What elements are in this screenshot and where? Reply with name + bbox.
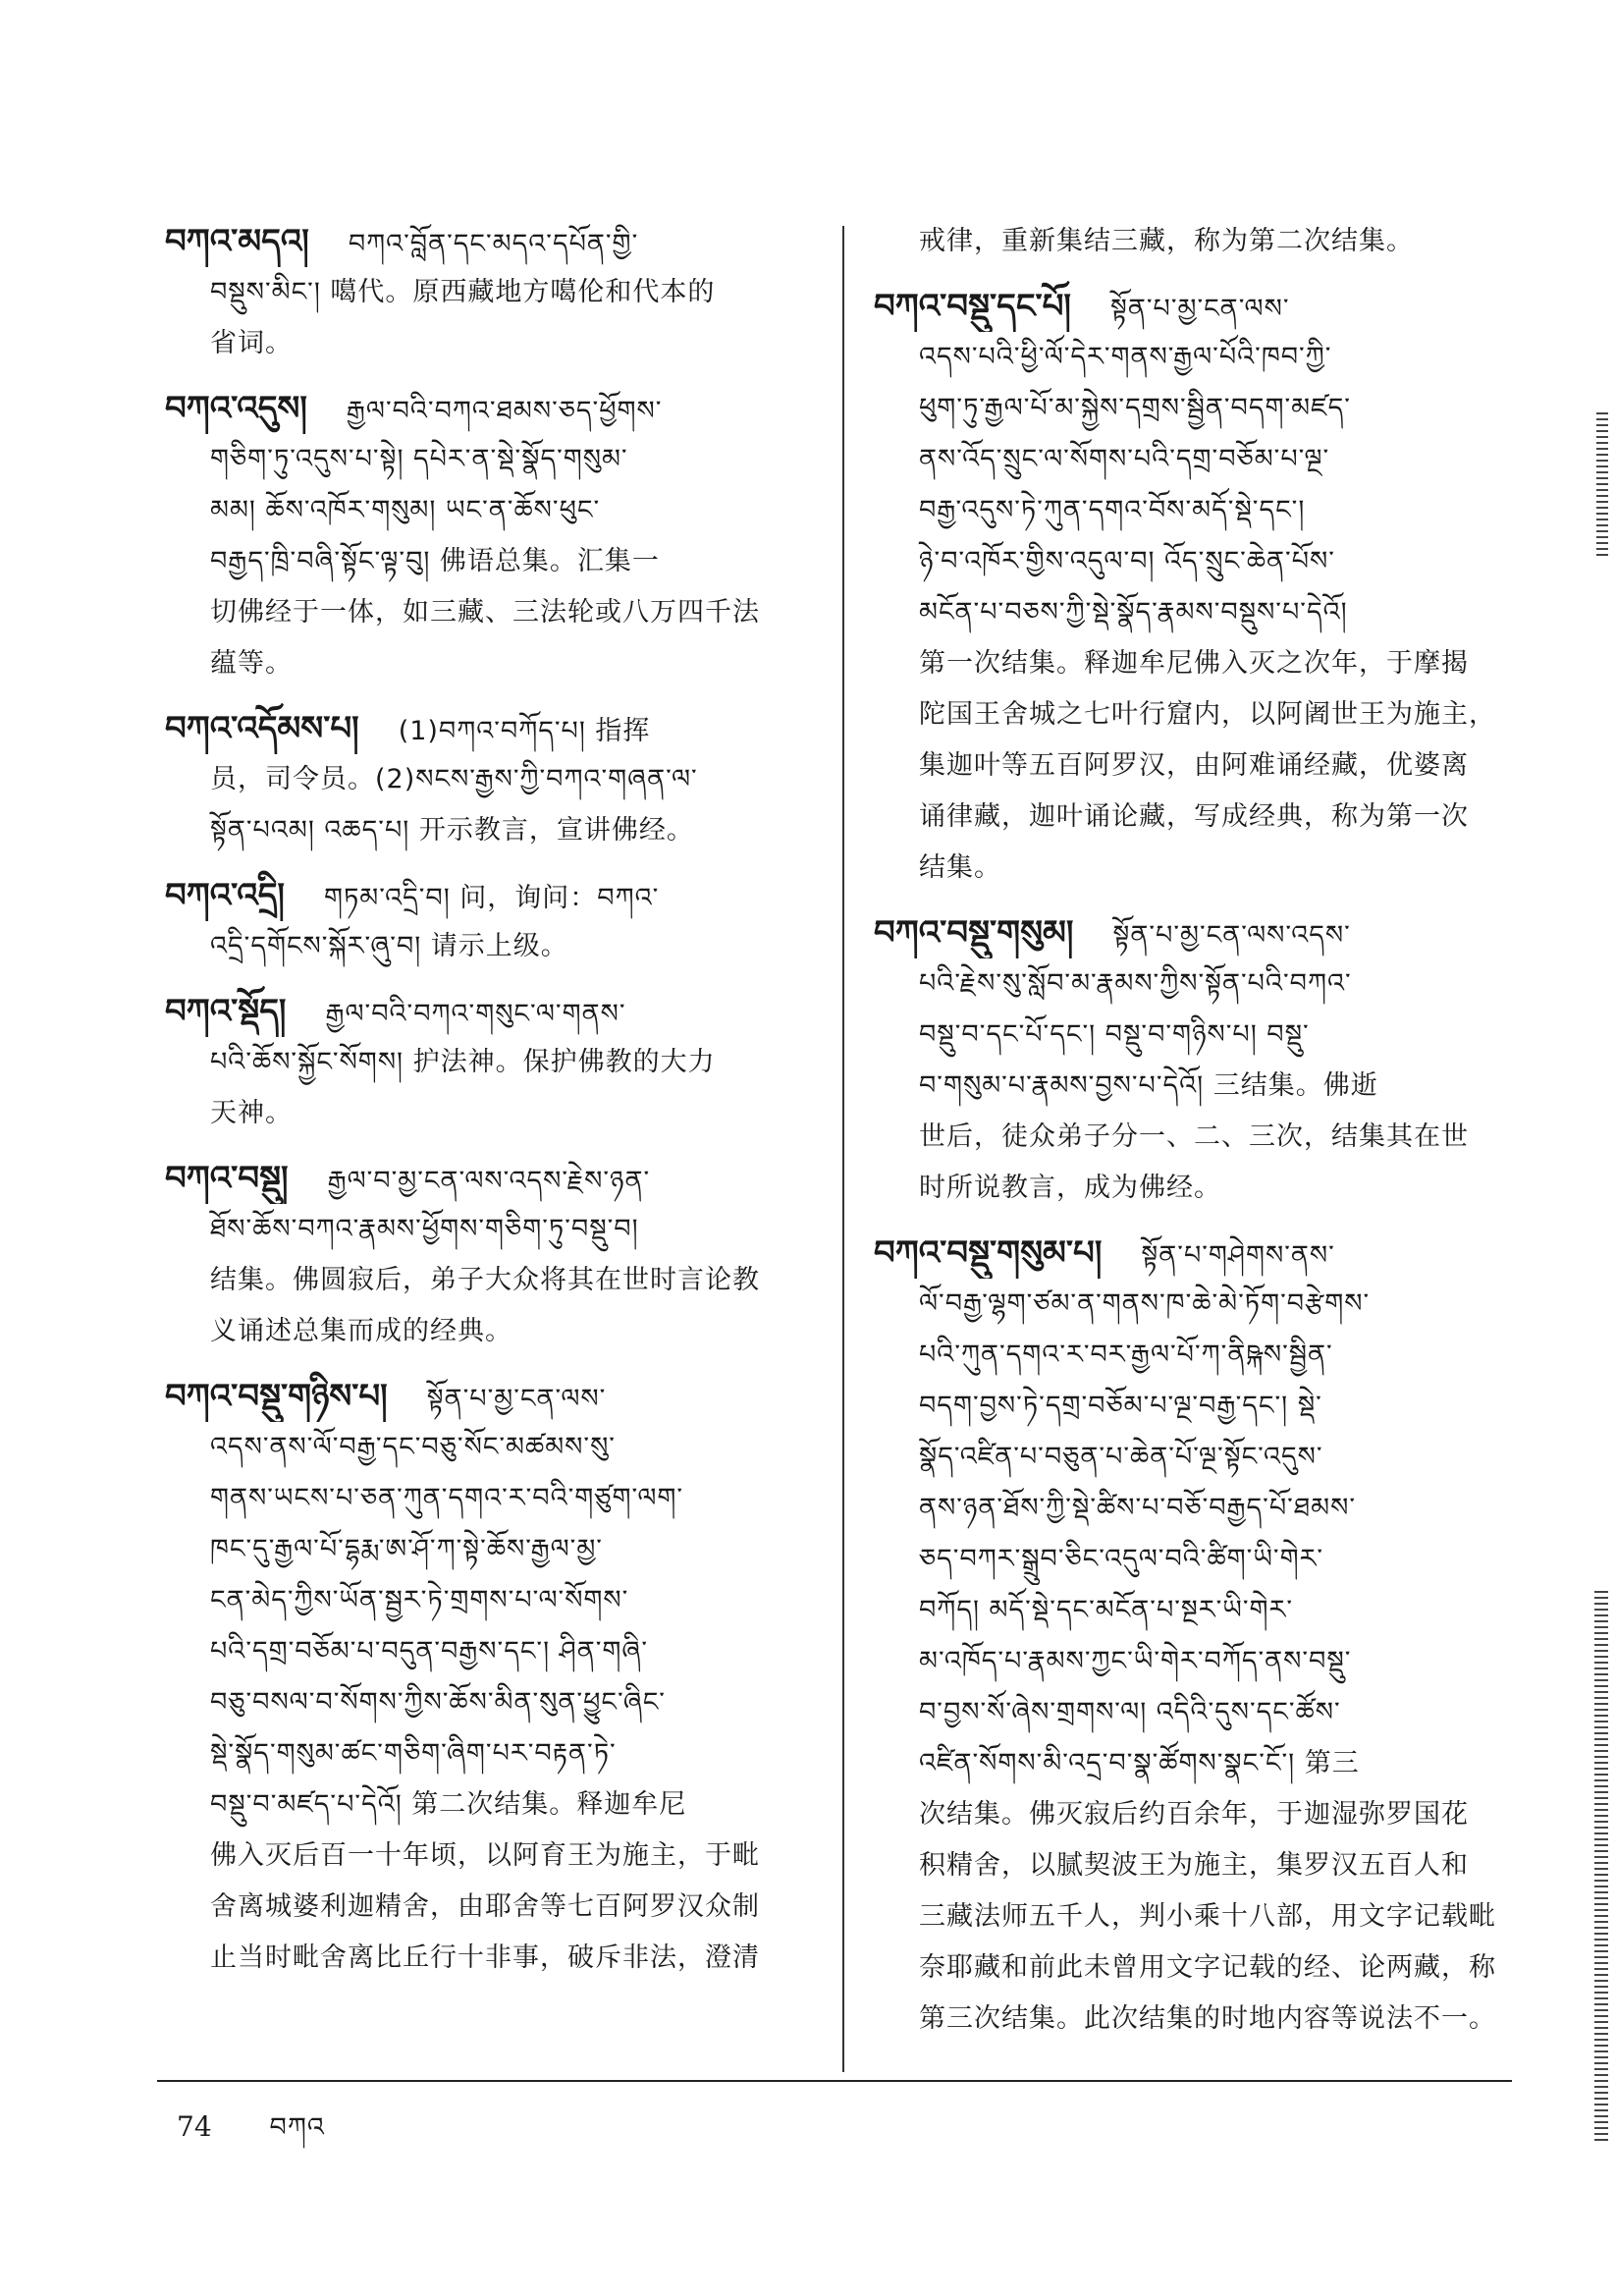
entry-text: འཛིན་སོགས་མི་འདྲ་བ་སྣ་ཚོགས་སྣང་ངོ་། 第三 (919, 1748, 1360, 1778)
entry-text: ཅད་བཀར་སྒྲུབ་ཅིང་འདུལ་བའི་ཚིག་ཡི་གེར་ (919, 1544, 1324, 1574)
entry-line (165, 1037, 813, 1088)
entry-line (874, 740, 1502, 792)
entry-line (165, 536, 813, 587)
dictionary-entry (165, 383, 813, 689)
entry-text: 奈耶藏和前此未曾用文字记载的经、论两藏，称 (919, 1952, 1496, 1983)
entry-text: བ་བྱས་སོ་ཞེས་གྲགས་ལ། འདིའི་དུས་དང་ཚོས་ (919, 1697, 1341, 1727)
entry-line (874, 1010, 1502, 1061)
entry-line (165, 1524, 813, 1575)
entry-line (165, 703, 813, 754)
entry-text: 天神。 (210, 1098, 293, 1128)
entry-text: ཐོས་ཆོས་བཀའ་རྣམས་ཕྱོགས་གཅིག་ཏུ་བསྡུ་བ། (210, 1214, 639, 1244)
entry-text: 戒律，重新集结三藏，称为第二次结集。 (919, 226, 1414, 256)
entry-text: 世后，徒众弟子分一、二、三次，结集其在世 (919, 1121, 1469, 1152)
entry-line (874, 1636, 1502, 1687)
entry-text: སྟོན་པ་མྱ་ངན་ལས་ (1109, 294, 1290, 324)
entry-text: བཅུ་བསལ་བ་སོགས་ཀྱིས་ཆོས་མིན་སུན་ཕྱུང་ཞིང་ (210, 1687, 666, 1718)
entry-line (165, 383, 813, 434)
entry-text: རྒྱལ་བའི་བཀའ་གསུང་ལ་གནས་ (325, 999, 626, 1029)
entry-text: བསྡུ་བ་མཛད་པ་དེའོ། 第二次结集。释迦牟尼 (210, 1789, 687, 1820)
entry-line (165, 216, 813, 267)
entry-line (874, 485, 1502, 536)
entry-text: ནས་ཉན་ཐོས་ཀྱི་སྡེ་ཚིས་པ་བཅོ་བརྒྱད་པོ་ཐམས་ (919, 1493, 1356, 1523)
scan-edge-mark (1596, 412, 1608, 560)
running-head: བཀའ (269, 2112, 325, 2143)
entry-line (165, 1153, 813, 1204)
entry-text: 切佛经于一体，如三藏、三法轮或八万四千法 (210, 597, 760, 628)
right-column (874, 216, 1502, 2058)
entry-text: སྣོད་འཛིན་པ་བཅུན་པ་ཆེན་པོ་ལྔ་སྟོང་འདུས་ (919, 1442, 1323, 1472)
entry-line (165, 638, 813, 689)
entry-text: གཅིག་ཏུ་འདུས་པ་སྟེ། དཔེར་ན་སྡེ་སྣོད་གསུམ་ (210, 444, 628, 474)
entry-text: 三藏法师五千人，判小乘十八部，用文字记载毗 (919, 1901, 1496, 1932)
entry-headword: བཀའ་མདའ། (165, 222, 309, 261)
entry-line (165, 434, 813, 485)
entry-line (165, 1422, 813, 1473)
dictionary-entry (165, 216, 813, 369)
column-divider (842, 226, 844, 2072)
entry-text: འདྲི་དགོངས་སྐོར་ཞུ་བ། 请示上级。 (210, 931, 568, 961)
scan-edge-mark (1594, 1591, 1608, 2141)
entry-headword: བཀའ་བསྡུ་གཉིས་པ། (165, 1377, 388, 1416)
entry-line (874, 1330, 1502, 1381)
entry-line (165, 1626, 813, 1677)
entry-text: 诵律藏，迦叶诵论藏，写成经典，称为第一次 (919, 801, 1469, 832)
dictionary-entry (874, 281, 1502, 894)
entry-text: མམ། ཆོས་འཁོར་གསུམ། ཡང་ན་ཆོས་ཕུང་ (210, 495, 601, 525)
entry-line (874, 1585, 1502, 1636)
entry-line (165, 485, 813, 536)
entry-text: སྡེ་སྣོད་གསུམ་ཚང་གཅིག་ཞིག་པར་བརྟན་ཏེ་ (210, 1738, 617, 1769)
left-column (165, 216, 813, 1997)
entry-text: 第一次结集。释迦牟尼佛入灭之次年，于摩揭 (919, 648, 1469, 679)
entry-line (874, 1738, 1502, 1789)
entry-line (874, 792, 1502, 843)
entry-text: 舍离城婆利迦精舍，由耶舍等七百阿罗汉众制 (210, 1891, 760, 1922)
entry-text: བསྡུ་བ་དང་པོ་དང་། བསྡུ་བ་གཉིས་པ། བསྡུ་ (919, 1019, 1310, 1050)
entry-headword: བཀའ་བསྡུ་གསུམ་པ། (874, 1233, 1103, 1273)
dictionary-entry (874, 907, 1502, 1214)
entry-line (165, 1306, 813, 1357)
entry-text: ནས་འོད་སྲུང་ལ་སོགས་པའི་དགྲ་བཅོམ་པ་ལྔ་ (919, 444, 1330, 474)
entry-text: 员，司令员。(2)སངས་རྒྱས་ཀྱི་བཀའ་གཞན་ལ་ (210, 764, 698, 794)
entry-line (874, 1163, 1502, 1214)
entry-line (165, 1882, 813, 1933)
entry-headword: བཀའ་འདོམས་པ། (165, 709, 359, 748)
entry-line (874, 434, 1502, 485)
entry-text: རྒྱལ་བ་མྱ་ངན་ལས་འདས་རྗེས་ཉན་ (327, 1166, 651, 1196)
entry-line (165, 986, 813, 1037)
entry-headword: བཀའ་འདུས། (165, 389, 307, 428)
entry-text: ཕུག་ཏུ་རྒྱལ་པོ་མ་སྐྱེས་དགྲས་སྦྱིན་བདག་མཛད་ (919, 393, 1351, 423)
entry-text: པའི་དགྲ་བཅོམ་པ་བདུན་བརྒྱས་དང་། ཤིན་གཞི་ (210, 1636, 648, 1667)
entry-text: བ་གསུམ་པ་རྣམས་བྱས་པ་དེའོ། 三结集。佛逝 (919, 1070, 1378, 1101)
entry-text: གནས་ཡངས་པ་ཅན་ཀུན་དགའ་ར་བའི་གཙུག་ལག་ (210, 1483, 684, 1513)
entry-text: བརྒྱ་འདུས་ཏེ་ཀུན་དགའ་བོས་མདོ་སྡེ་དང་། (919, 495, 1306, 525)
page-number: 74 (177, 2110, 212, 2143)
entry-line (874, 383, 1502, 434)
entry-text: རྒྱལ་བའི་བཀའ་ཐམས་ཅད་ཕྱོགས་ (346, 396, 663, 426)
entry-line (165, 1088, 813, 1139)
dictionary-entry (874, 1228, 1502, 2045)
entry-line (874, 843, 1502, 894)
entry-line (874, 1840, 1502, 1891)
entry-line (165, 587, 813, 638)
entry-text: སྟོན་པའམ། འཆད་པ། 开示教言，宣讲佛经。 (210, 815, 694, 846)
entry-line (165, 1831, 813, 1882)
entry-text: 结集。佛圆寂后，弟子大众将其在世时言论教 (210, 1265, 760, 1295)
footer-rule (157, 2080, 1512, 2082)
entry-text: 集迦叶等五百阿罗汉，由阿难诵经藏，优婆离 (919, 750, 1469, 781)
entry-text: པའི་རྗེས་སུ་སློབ་མ་རྣམས་ཀྱིས་སྟོན་པའི་བཀའ་ (919, 968, 1352, 999)
entry-text: 佛入灭后百一十年顷，以阿育王为施主，于毗 (210, 1840, 760, 1871)
entry-line (874, 1534, 1502, 1585)
entry-line (874, 1228, 1502, 1279)
entry-headword: བཀའ་བསྡུ་གསུམ། (874, 913, 1074, 953)
dictionary-entry (165, 1153, 813, 1357)
entry-text: མངོན་པ་བཅས་ཀྱི་སྡེ་སྣོད་རྣམས་བསྡུས་པ་དེའོ། (919, 597, 1348, 628)
dictionary-entry (165, 870, 813, 972)
entry-line (874, 958, 1502, 1010)
dictionary-entry (165, 1371, 813, 1984)
entry-line (874, 332, 1502, 383)
entry-text: (1)བཀའ་བཀོད་པ། 指挥 (398, 716, 651, 746)
entry-text: གཏམ་འདྲི་བ། 问，询问：བཀའ་ (323, 883, 660, 913)
entry-text: 次结集。佛灭寂后约百余年，于迦湿弥罗国花 (919, 1799, 1469, 1830)
entry-headword: བཀའ་སྡོད། (165, 992, 287, 1031)
entry-text: པའི་ཆོས་སྐྱོང་སོགས། 护法神。保护佛教的大力 (210, 1047, 716, 1077)
entry-text: བཀའ་བློན་དང་མདའ་དཔོན་གྱི་ (348, 229, 639, 259)
entry-line (165, 267, 813, 318)
entry-line (874, 1061, 1502, 1112)
entry-line (874, 281, 1502, 332)
entry-text: སྟོན་པ་གཤེགས་ནས་ (1141, 1240, 1335, 1271)
entry-line (874, 907, 1502, 958)
entry-text: བརྒྱད་ཁྲི་བཞི་སྟོང་ལྟ་བུ། 佛语总集。汇集一 (210, 546, 660, 576)
entry-text: ངན་མེད་ཀྱིས་ཡོན་སྦྱར་ཏེ་གྲགས་པ་ལ་སོགས་ (210, 1585, 629, 1615)
entry-text: ཉེ་བ་འཁོར་གྱིས་འདུལ་བ། འོད་སྲུང་ཆེན་པོས་ (919, 546, 1335, 576)
entry-text: བསྡུས་མིང་། 噶代。原西藏地方噶伦和代本的 (210, 277, 716, 307)
entry-text: འདས་པའི་ཕྱི་ལོ་དེར་གནས་རྒྱལ་པོའི་ཁབ་ཀྱི་ (919, 342, 1332, 372)
dictionary-entry (874, 216, 1502, 267)
entry-line (874, 1891, 1502, 1942)
entry-text: སྟོན་པ་མྱ་ངན་ལས་འདས་ (1112, 920, 1351, 951)
page-footer (177, 2098, 325, 2172)
entry-line (874, 536, 1502, 587)
entry-line (874, 216, 1502, 267)
entry-line (165, 805, 813, 856)
entry-text: 蕴等。 (210, 648, 293, 679)
entry-line (165, 1473, 813, 1524)
entry-line (874, 1279, 1502, 1330)
entry-line (165, 754, 813, 805)
entry-line (165, 318, 813, 369)
entry-text: ཁང་དུ་རྒྱལ་པོ་དྷརྨ་ཨ་ཤོ་ཀ་སྟེ་ཆོས་རྒྱལ་མྱ་ (210, 1534, 603, 1564)
entry-text: སྟོན་པ་མྱ་ངན་ལས་ (426, 1384, 607, 1414)
entry-line (165, 1204, 813, 1255)
entry-text: 义诵述总集而成的经典。 (210, 1316, 512, 1346)
entry-line (165, 1255, 813, 1306)
entry-line (874, 1112, 1502, 1163)
entry-line (874, 1381, 1502, 1432)
entry-text: 结集。 (919, 852, 1001, 883)
entry-line (165, 1728, 813, 1779)
entry-text: བཀོད། མདོ་སྡེ་དང་མངོན་པ་སྔར་ཡི་གེར་ (919, 1595, 1294, 1625)
entry-line (874, 1942, 1502, 1994)
entry-line (165, 1677, 813, 1728)
entry-headword: བཀའ་བསྡུ་དང་པོ། (874, 287, 1071, 326)
entry-text: མ་འཁོད་པ་རྣམས་ཀྱང་ཡི་གེར་བཀོད་ནས་བསྡུ་ (919, 1646, 1352, 1676)
entry-text: 积精舍，以腻契波王为施主，集罗汉五百人和 (919, 1850, 1469, 1881)
entry-line (874, 638, 1502, 689)
entry-text: པའི་ཀུན་དགའ་ར་བར་རྒྱལ་པོ་ཀ་ནིཥྐས་སྦྱིན་ (919, 1339, 1333, 1370)
entry-text: 止当时毗舍离比丘行十非事，破斥非法，澄清 (210, 1942, 760, 1973)
entry-line (165, 1575, 813, 1626)
entry-text: 时所说教言，成为佛经。 (919, 1173, 1221, 1203)
entry-line (874, 1432, 1502, 1483)
dictionary-entry (165, 986, 813, 1139)
entry-line (165, 921, 813, 972)
dictionary-entry (165, 703, 813, 856)
entry-text: 省词。 (210, 328, 293, 358)
entry-line (165, 1779, 813, 1831)
entry-line (874, 587, 1502, 638)
entry-text: 第三次结集。此次结集的时地内容等说法不一。 (919, 2003, 1496, 2034)
entry-headword: བཀའ་བསྡུ། (165, 1159, 289, 1198)
entry-text: བདག་བྱས་ཏེ་དགྲ་བཅོམ་པ་ལྔ་བརྒྱ་དང་། སྡེ་ (919, 1391, 1322, 1421)
entry-headword: བཀའ་འདྲི། (165, 876, 285, 915)
entry-text: 陀国王舍城之七叶行窟内，以阿阇世王为施主， (919, 699, 1496, 730)
entry-text: འདས་ནས་ལོ་བརྒྱ་དང་བཅུ་སོང་མཚམས་སུ་ (210, 1432, 616, 1462)
entry-line (165, 870, 813, 921)
entry-line (874, 1994, 1502, 2045)
entry-line (874, 1687, 1502, 1738)
entry-line (874, 1789, 1502, 1840)
entry-text: ལོ་བརྒྱ་ལྷག་ཙམ་ན་གནས་ཁ་ཆེ་མེ་ཏོག་བརྩེགས་ (919, 1288, 1371, 1319)
entry-line (874, 1483, 1502, 1534)
entry-line (165, 1933, 813, 1984)
entry-line (874, 689, 1502, 740)
entry-line (165, 1371, 813, 1422)
